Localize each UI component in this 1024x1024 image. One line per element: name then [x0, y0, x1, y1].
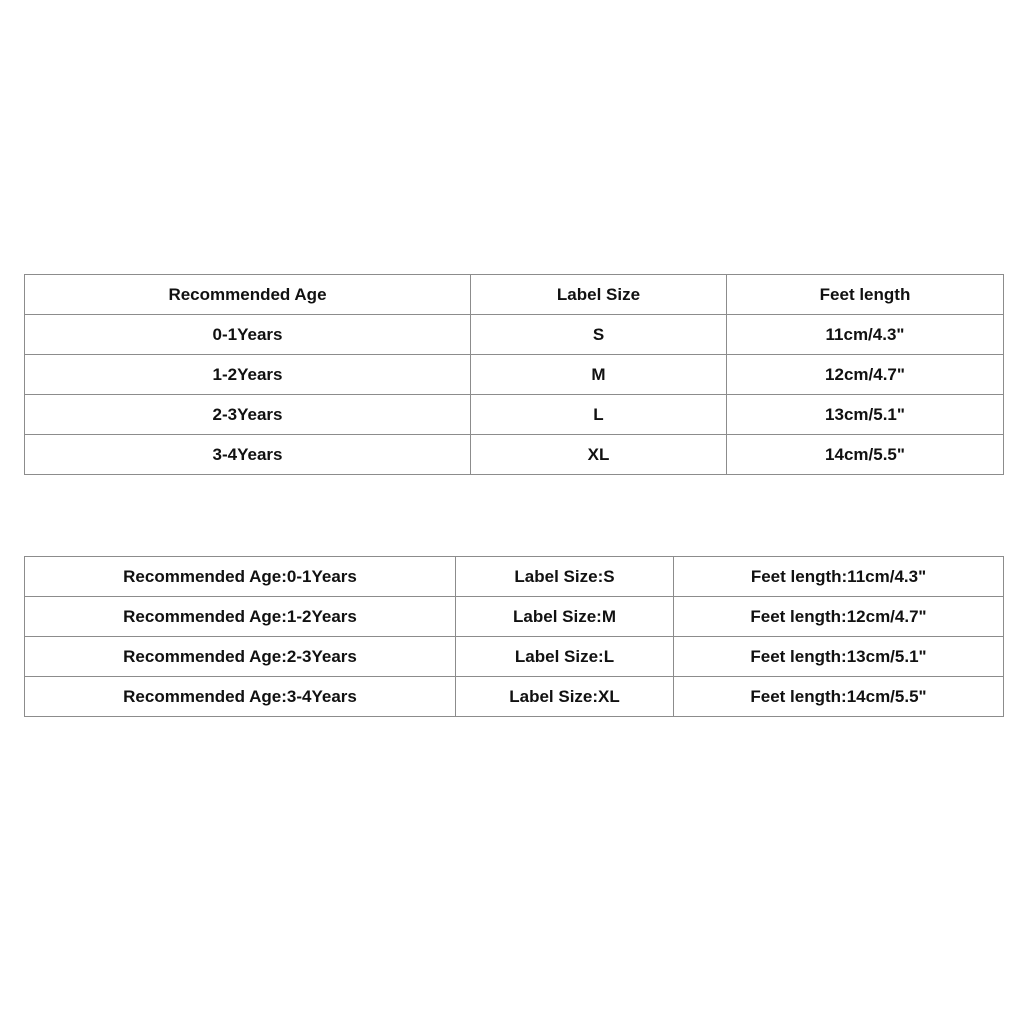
header-feet-length: Feet length — [727, 275, 1004, 315]
length-cell: Feet length:12cm/4.7" — [674, 597, 1004, 637]
length-cell: Feet length:14cm/5.5" — [674, 677, 1004, 717]
size-cell: Label Size:M — [456, 597, 674, 637]
table-row — [25, 557, 1004, 597]
size-chart-table — [24, 274, 1004, 475]
size-cell: Label Size:L — [456, 637, 674, 677]
table-header-row — [25, 275, 1004, 315]
length-cell: 14cm/5.5" — [727, 435, 1004, 475]
size-cell: XL — [471, 435, 727, 475]
size-cell: M — [471, 355, 727, 395]
age-cell: 2-3Years — [25, 395, 471, 435]
age-cell: 0-1Years — [25, 315, 471, 355]
length-cell: 11cm/4.3" — [727, 315, 1004, 355]
size-cell: Label Size:S — [456, 557, 674, 597]
age-cell: Recommended Age:3-4Years — [25, 677, 456, 717]
table-row — [25, 597, 1004, 637]
size-cell: S — [471, 315, 727, 355]
table-row — [25, 677, 1004, 717]
size-cell: Label Size:XL — [456, 677, 674, 717]
length-cell: 12cm/4.7" — [727, 355, 1004, 395]
table-row — [25, 355, 1004, 395]
header-recommended-age: Recommended Age — [25, 275, 471, 315]
size-detail-table — [24, 556, 1004, 717]
length-cell: Feet length:11cm/4.3" — [674, 557, 1004, 597]
table-row — [25, 435, 1004, 475]
header-label-size: Label Size — [471, 275, 727, 315]
age-cell: 1-2Years — [25, 355, 471, 395]
age-cell: Recommended Age:1-2Years — [25, 597, 456, 637]
age-cell: Recommended Age:0-1Years — [25, 557, 456, 597]
length-cell: Feet length:13cm/5.1" — [674, 637, 1004, 677]
table-row — [25, 637, 1004, 677]
age-cell: Recommended Age:2-3Years — [25, 637, 456, 677]
table-row — [25, 395, 1004, 435]
age-cell: 3-4Years — [25, 435, 471, 475]
size-cell: L — [471, 395, 727, 435]
length-cell: 13cm/5.1" — [727, 395, 1004, 435]
table-row — [25, 315, 1004, 355]
